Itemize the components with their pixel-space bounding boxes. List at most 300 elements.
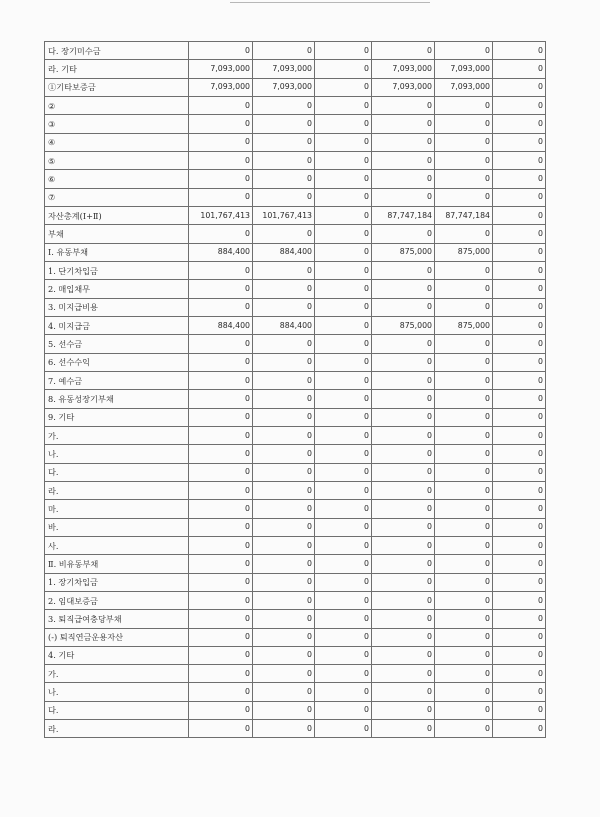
amount-cell: 0	[372, 335, 435, 353]
amount-cell: 0	[372, 42, 435, 60]
table-row	[45, 646, 546, 664]
amount-cell: 0	[493, 591, 546, 609]
row-label: 9. 기타	[45, 408, 189, 426]
amount-cell: 0	[493, 463, 546, 481]
amount-cell: 0	[315, 555, 372, 573]
amount-cell: 0	[435, 371, 493, 389]
amount-cell: 0	[253, 463, 315, 481]
amount-cell: 0	[435, 701, 493, 719]
amount-cell: 0	[435, 151, 493, 169]
balance-sheet-table	[44, 41, 546, 738]
amount-cell: 0	[435, 683, 493, 701]
amount-cell: 0	[372, 610, 435, 628]
row-label: 1. 장기차입금	[45, 573, 189, 591]
amount-cell: 0	[372, 701, 435, 719]
amount-cell: 875,000	[372, 243, 435, 261]
row-label: 다.	[45, 463, 189, 481]
amount-cell: 0	[435, 591, 493, 609]
amount-cell: 0	[493, 151, 546, 169]
amount-cell: 7,093,000	[435, 78, 493, 96]
amount-cell: 0	[435, 335, 493, 353]
amount-cell: 101,767,413	[189, 206, 253, 224]
amount-cell: 884,400	[253, 316, 315, 334]
amount-cell: 7,093,000	[372, 60, 435, 78]
amount-cell: 0	[315, 60, 372, 78]
amount-cell: 0	[315, 573, 372, 591]
table-row	[45, 188, 546, 206]
row-label: 마.	[45, 500, 189, 518]
amount-cell: 87,747,184	[435, 206, 493, 224]
row-label: 사.	[45, 536, 189, 554]
row-label: 자산총계(Ⅰ+Ⅱ)	[45, 206, 189, 224]
amount-cell: 0	[435, 408, 493, 426]
amount-cell: 0	[315, 481, 372, 499]
amount-cell: 0	[372, 115, 435, 133]
amount-cell: 0	[493, 298, 546, 316]
amount-cell: 0	[435, 555, 493, 573]
amount-cell: 0	[253, 280, 315, 298]
row-label: 3. 미지급비용	[45, 298, 189, 316]
row-label: 5. 선수금	[45, 335, 189, 353]
row-label: 3. 퇴직급여충당부채	[45, 610, 189, 628]
row-label: 나.	[45, 683, 189, 701]
table-row	[45, 390, 546, 408]
amount-cell: 0	[253, 591, 315, 609]
table-row	[45, 316, 546, 334]
amount-cell: 0	[435, 261, 493, 279]
amount-cell: 0	[372, 390, 435, 408]
amount-cell: 0	[253, 371, 315, 389]
amount-cell: 884,400	[189, 243, 253, 261]
row-label: 1. 단기차입금	[45, 261, 189, 279]
amount-cell: 0	[493, 115, 546, 133]
amount-cell: 0	[189, 536, 253, 554]
amount-cell: 0	[372, 683, 435, 701]
amount-cell: 0	[253, 261, 315, 279]
table-row	[45, 445, 546, 463]
amount-cell: 0	[189, 701, 253, 719]
table-row	[45, 115, 546, 133]
amount-cell: 0	[315, 188, 372, 206]
amount-cell: 0	[493, 628, 546, 646]
amount-cell: 0	[493, 390, 546, 408]
amount-cell: 101,767,413	[253, 206, 315, 224]
amount-cell: 0	[315, 500, 372, 518]
amount-cell: 0	[435, 115, 493, 133]
amount-cell: 0	[372, 720, 435, 738]
amount-cell: 0	[253, 610, 315, 628]
row-label: (-) 퇴직연금운용자산	[45, 628, 189, 646]
amount-cell: 0	[372, 500, 435, 518]
amount-cell: 0	[253, 536, 315, 554]
table-row	[45, 701, 546, 719]
row-label: ③	[45, 115, 189, 133]
amount-cell: 0	[189, 665, 253, 683]
amount-cell: 0	[435, 573, 493, 591]
amount-cell: 0	[493, 701, 546, 719]
amount-cell: 0	[315, 720, 372, 738]
amount-cell: 0	[189, 280, 253, 298]
amount-cell: 0	[253, 115, 315, 133]
amount-cell: 0	[253, 720, 315, 738]
amount-cell: 0	[253, 133, 315, 151]
amount-cell: 0	[315, 445, 372, 463]
amount-cell: 0	[253, 701, 315, 719]
amount-cell: 0	[315, 518, 372, 536]
amount-cell: 0	[372, 371, 435, 389]
table-row	[45, 206, 546, 224]
amount-cell: 7,093,000	[435, 60, 493, 78]
amount-cell: 0	[315, 408, 372, 426]
amount-cell: 0	[253, 170, 315, 188]
amount-cell: 0	[315, 353, 372, 371]
amount-cell: 0	[435, 481, 493, 499]
amount-cell: 0	[493, 42, 546, 60]
amount-cell: 0	[493, 426, 546, 444]
amount-cell: 0	[189, 371, 253, 389]
amount-cell: 0	[315, 316, 372, 334]
row-label: 부채	[45, 225, 189, 243]
amount-cell: 875,000	[435, 243, 493, 261]
row-label: ④	[45, 133, 189, 151]
amount-cell: 0	[493, 261, 546, 279]
amount-cell: 0	[372, 261, 435, 279]
table-row	[45, 408, 546, 426]
amount-cell: 0	[372, 591, 435, 609]
amount-cell: 0	[493, 481, 546, 499]
amount-cell: 0	[493, 536, 546, 554]
amount-cell: 7,093,000	[253, 78, 315, 96]
amount-cell: 0	[315, 261, 372, 279]
table-row	[45, 170, 546, 188]
amount-cell: 0	[189, 445, 253, 463]
amount-cell: 0	[493, 573, 546, 591]
amount-cell: 7,093,000	[372, 78, 435, 96]
row-label: 2. 매입채무	[45, 280, 189, 298]
amount-cell: 0	[435, 720, 493, 738]
amount-cell: 0	[253, 42, 315, 60]
amount-cell: 0	[189, 683, 253, 701]
amount-cell: 0	[435, 42, 493, 60]
amount-cell: 0	[253, 555, 315, 573]
row-label: Ⅰ. 유동부채	[45, 243, 189, 261]
table-row	[45, 500, 546, 518]
amount-cell: 0	[253, 225, 315, 243]
amount-cell: 0	[493, 353, 546, 371]
amount-cell: 0	[315, 683, 372, 701]
table-row	[45, 463, 546, 481]
amount-cell: 0	[253, 500, 315, 518]
amount-cell: 0	[435, 390, 493, 408]
amount-cell: 0	[493, 665, 546, 683]
amount-cell: 0	[189, 335, 253, 353]
table-row	[45, 225, 546, 243]
amount-cell: 0	[372, 408, 435, 426]
row-label: 라. 기타	[45, 60, 189, 78]
amount-cell: 0	[189, 610, 253, 628]
amount-cell: 0	[189, 591, 253, 609]
amount-cell: 0	[435, 298, 493, 316]
amount-cell: 0	[435, 665, 493, 683]
amount-cell: 0	[372, 170, 435, 188]
amount-cell: 0	[253, 481, 315, 499]
amount-cell: 0	[253, 628, 315, 646]
row-label: ⑤	[45, 151, 189, 169]
table-row	[45, 78, 546, 96]
amount-cell: 0	[435, 96, 493, 114]
table-row	[45, 42, 546, 60]
amount-cell: 0	[189, 481, 253, 499]
amount-cell: 0	[372, 536, 435, 554]
amount-cell: 0	[372, 280, 435, 298]
amount-cell: 0	[315, 280, 372, 298]
amount-cell: 0	[493, 316, 546, 334]
table-row	[45, 610, 546, 628]
table-row	[45, 536, 546, 554]
amount-cell: 0	[253, 335, 315, 353]
amount-cell: 7,093,000	[189, 78, 253, 96]
row-label: ⑦	[45, 188, 189, 206]
amount-cell: 0	[315, 133, 372, 151]
amount-cell: 0	[253, 298, 315, 316]
amount-cell: 0	[435, 500, 493, 518]
amount-cell: 0	[435, 133, 493, 151]
row-label: ⑥	[45, 170, 189, 188]
table-row	[45, 243, 546, 261]
amount-cell: 0	[315, 78, 372, 96]
row-label: 가.	[45, 426, 189, 444]
table-row	[45, 151, 546, 169]
amount-cell: 0	[315, 536, 372, 554]
amount-cell: 0	[435, 188, 493, 206]
amount-cell: 0	[493, 646, 546, 664]
amount-cell: 0	[372, 646, 435, 664]
amount-cell: 0	[315, 463, 372, 481]
scan-edge-line	[230, 2, 430, 3]
amount-cell: 0	[189, 42, 253, 60]
row-label: 2. 임대보증금	[45, 591, 189, 609]
amount-cell: 0	[372, 665, 435, 683]
row-label: 라.	[45, 481, 189, 499]
amount-cell: 0	[189, 720, 253, 738]
amount-cell: 0	[372, 133, 435, 151]
row-label: 다. 장기미수금	[45, 42, 189, 60]
table-row	[45, 335, 546, 353]
amount-cell: 0	[372, 298, 435, 316]
amount-cell: 0	[253, 188, 315, 206]
amount-cell: 0	[372, 573, 435, 591]
amount-cell: 0	[493, 96, 546, 114]
amount-cell: 0	[189, 170, 253, 188]
row-label: 6. 선수수익	[45, 353, 189, 371]
table-row	[45, 261, 546, 279]
amount-cell: 0	[315, 335, 372, 353]
table-row	[45, 573, 546, 591]
amount-cell: 0	[435, 353, 493, 371]
row-label: 라.	[45, 720, 189, 738]
amount-cell: 0	[315, 390, 372, 408]
amount-cell: 7,093,000	[189, 60, 253, 78]
amount-cell: 0	[189, 133, 253, 151]
table-row	[45, 280, 546, 298]
amount-cell: 0	[315, 225, 372, 243]
amount-cell: 0	[315, 646, 372, 664]
amount-cell: 884,400	[189, 316, 253, 334]
amount-cell: 0	[372, 463, 435, 481]
amount-cell: 0	[315, 115, 372, 133]
amount-cell: 0	[493, 78, 546, 96]
amount-cell: 0	[315, 701, 372, 719]
row-label: 7. 예수금	[45, 371, 189, 389]
table-row	[45, 298, 546, 316]
table-row	[45, 60, 546, 78]
amount-cell: 0	[315, 426, 372, 444]
table-row	[45, 518, 546, 536]
amount-cell: 0	[189, 463, 253, 481]
amount-cell: 0	[435, 170, 493, 188]
amount-cell: 0	[315, 243, 372, 261]
table-row	[45, 555, 546, 573]
row-label: ①기타보증금	[45, 78, 189, 96]
amount-cell: 0	[189, 408, 253, 426]
amount-cell: 0	[435, 646, 493, 664]
amount-cell: 0	[315, 665, 372, 683]
amount-cell: 0	[493, 188, 546, 206]
amount-cell: 0	[493, 720, 546, 738]
amount-cell: 0	[435, 610, 493, 628]
row-label: 바.	[45, 518, 189, 536]
amount-cell: 884,400	[253, 243, 315, 261]
amount-cell: 0	[372, 353, 435, 371]
table-row	[45, 96, 546, 114]
amount-cell: 0	[189, 518, 253, 536]
row-label: Ⅱ. 비유동부채	[45, 555, 189, 573]
amount-cell: 0	[435, 225, 493, 243]
amount-cell: 0	[435, 426, 493, 444]
amount-cell: 0	[189, 115, 253, 133]
amount-cell: 0	[372, 188, 435, 206]
amount-cell: 0	[493, 206, 546, 224]
amount-cell: 0	[493, 371, 546, 389]
amount-cell: 0	[493, 408, 546, 426]
amount-cell: 0	[189, 298, 253, 316]
amount-cell: 0	[315, 96, 372, 114]
amount-cell: 0	[493, 555, 546, 573]
amount-cell: 0	[315, 42, 372, 60]
table-row	[45, 133, 546, 151]
table-row	[45, 591, 546, 609]
amount-cell: 0	[372, 151, 435, 169]
table-row	[45, 353, 546, 371]
row-label: 나.	[45, 445, 189, 463]
amount-cell: 0	[493, 683, 546, 701]
amount-cell: 0	[493, 335, 546, 353]
amount-cell: 0	[493, 445, 546, 463]
amount-cell: 0	[435, 463, 493, 481]
amount-cell: 0	[315, 628, 372, 646]
amount-cell: 0	[372, 628, 435, 646]
table-row	[45, 720, 546, 738]
amount-cell: 0	[435, 628, 493, 646]
table-row	[45, 628, 546, 646]
amount-cell: 0	[493, 518, 546, 536]
amount-cell: 0	[253, 573, 315, 591]
amount-cell: 0	[189, 555, 253, 573]
amount-cell: 0	[315, 206, 372, 224]
amount-cell: 0	[372, 426, 435, 444]
table-row	[45, 481, 546, 499]
row-label: 8. 유동성장기부채	[45, 390, 189, 408]
amount-cell: 875,000	[435, 316, 493, 334]
amount-cell: 0	[253, 518, 315, 536]
amount-cell: 0	[493, 500, 546, 518]
amount-cell: 0	[493, 610, 546, 628]
amount-cell: 0	[493, 243, 546, 261]
amount-cell: 0	[253, 683, 315, 701]
amount-cell: 0	[253, 445, 315, 463]
amount-cell: 0	[372, 445, 435, 463]
row-label: 4. 미지급금	[45, 316, 189, 334]
amount-cell: 0	[315, 151, 372, 169]
balance-sheet-body	[45, 42, 546, 738]
amount-cell: 0	[315, 591, 372, 609]
amount-cell: 0	[189, 96, 253, 114]
amount-cell: 0	[315, 298, 372, 316]
amount-cell: 0	[253, 390, 315, 408]
amount-cell: 0	[493, 60, 546, 78]
amount-cell: 0	[493, 225, 546, 243]
amount-cell: 875,000	[372, 316, 435, 334]
amount-cell: 0	[189, 261, 253, 279]
amount-cell: 0	[189, 353, 253, 371]
amount-cell: 0	[253, 665, 315, 683]
amount-cell: 0	[372, 225, 435, 243]
amount-cell: 0	[253, 408, 315, 426]
amount-cell: 0	[315, 170, 372, 188]
amount-cell: 87,747,184	[372, 206, 435, 224]
amount-cell: 0	[315, 371, 372, 389]
amount-cell: 0	[253, 353, 315, 371]
amount-cell: 0	[189, 225, 253, 243]
amount-cell: 0	[253, 646, 315, 664]
row-label: 4. 기타	[45, 646, 189, 664]
amount-cell: 0	[189, 573, 253, 591]
amount-cell: 0	[189, 188, 253, 206]
amount-cell: 0	[189, 500, 253, 518]
amount-cell: 0	[189, 426, 253, 444]
amount-cell: 0	[493, 280, 546, 298]
amount-cell: 0	[372, 518, 435, 536]
amount-cell: 0	[435, 536, 493, 554]
amount-cell: 0	[253, 96, 315, 114]
amount-cell: 0	[189, 628, 253, 646]
amount-cell: 0	[189, 646, 253, 664]
amount-cell: 0	[189, 151, 253, 169]
amount-cell: 0	[372, 555, 435, 573]
amount-cell: 0	[493, 133, 546, 151]
table-row	[45, 683, 546, 701]
table-row	[45, 426, 546, 444]
table-row	[45, 371, 546, 389]
amount-cell: 0	[435, 280, 493, 298]
amount-cell: 0	[372, 96, 435, 114]
row-label: 가.	[45, 665, 189, 683]
row-label: 다.	[45, 701, 189, 719]
table-row	[45, 665, 546, 683]
amount-cell: 0	[189, 390, 253, 408]
amount-cell: 0	[253, 151, 315, 169]
amount-cell: 0	[372, 481, 435, 499]
